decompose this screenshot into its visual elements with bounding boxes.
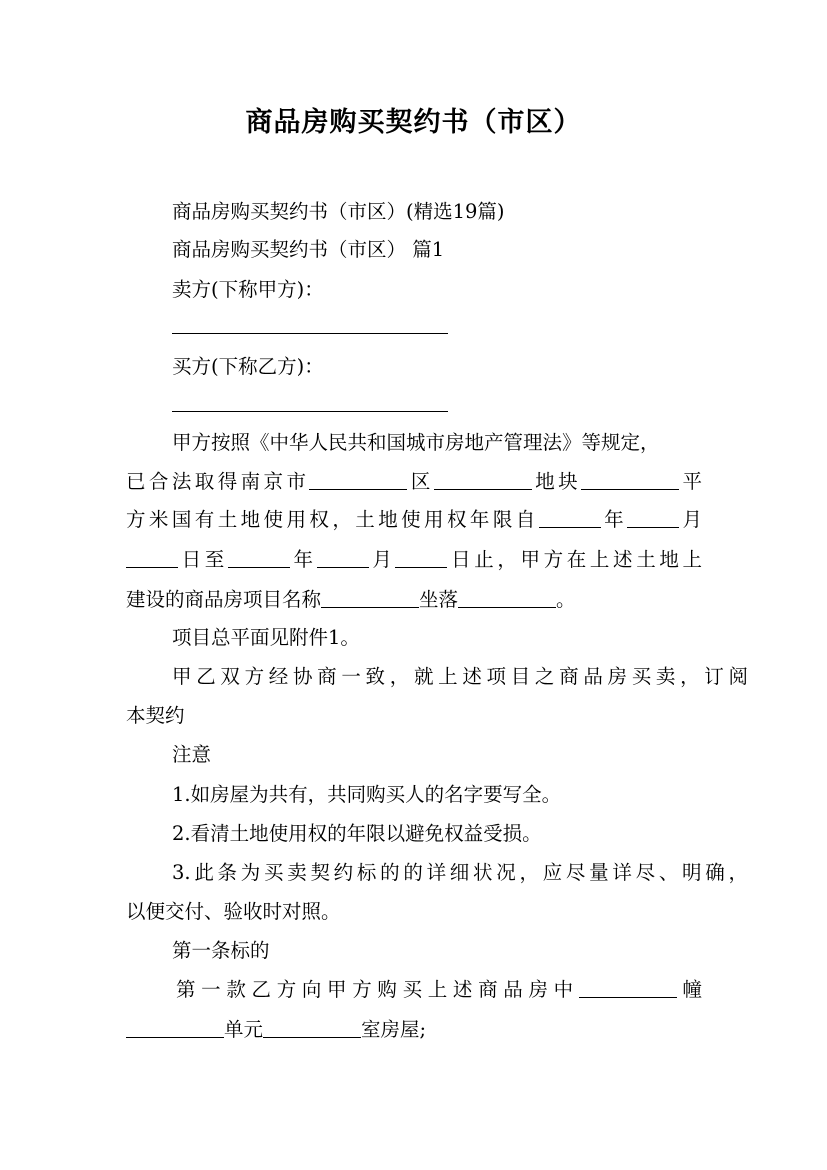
para1-text: 。 (556, 588, 576, 611)
fill-blank (126, 549, 178, 568)
para1-line5 (126, 585, 702, 615)
article1-heading: 第一条标的 (172, 939, 270, 962)
note-3-line1: 3.此条为买卖契约标的的详细状况，应尽量详尽、明确， (172, 861, 748, 884)
clause1-text: 第一款乙方向甲方购买上述商品房中 (176, 978, 579, 1001)
para1-text: 坐落 (419, 588, 459, 611)
note-2: 2.看清土地使用权的年限以避免权益受损。 (172, 822, 542, 845)
buyer-label: 买方(下称乙方)： (172, 355, 324, 378)
fill-blank (581, 471, 679, 490)
fill-blank (321, 589, 419, 608)
document-title: 商品房购买契约书（市区） (245, 107, 582, 138)
para1-line2 (126, 467, 702, 497)
clause1-line1 (126, 975, 702, 1005)
para1-text: 日止，甲方在上述土地上 (447, 548, 702, 571)
para1-text: 建设的商品房项目名称 (126, 588, 322, 611)
para1-line3 (126, 505, 702, 535)
para1-text: 年 (600, 508, 628, 531)
fill-blank (126, 1019, 224, 1038)
para1-text: 方米国有土地使用权，土地使用权年限自 (126, 508, 539, 531)
para1-text: 月 (679, 508, 702, 531)
para1-text: 年 (289, 548, 317, 571)
para1-text: 地块 (531, 470, 582, 493)
para3-line2: 本契约 (126, 704, 185, 727)
para1-line4 (126, 545, 702, 575)
fill-blank (317, 549, 369, 568)
para1-line1: 甲方按照《中华人民共和国城市房地产管理法》等规定， (172, 431, 660, 454)
fill-blank (627, 509, 679, 528)
note-1: 1.如房屋为共有，共同购买人的名字要写全。 (172, 783, 562, 806)
fill-blank (434, 471, 532, 490)
para1-text: 平 (679, 470, 702, 493)
seller-label: 卖方(下称甲方)： (172, 278, 324, 301)
para1-text: 月 (368, 548, 396, 571)
fill-blank (539, 509, 601, 528)
fill-blank (395, 549, 447, 568)
clause1-text: 幢 (676, 978, 702, 1001)
fill-blank (228, 549, 290, 568)
clause1-text: 室房屋; (361, 1018, 427, 1041)
clause1-line2 (126, 1015, 702, 1045)
para1-text: 已合法取得南京市 (126, 470, 310, 493)
fill-blank (309, 471, 407, 490)
seller-blank (172, 333, 448, 334)
para1-text: 日至 (178, 548, 228, 571)
notes-heading: 注意 (172, 743, 212, 766)
fill-blank (263, 1019, 361, 1038)
section-heading: 商品房购买契约书（市区） 篇1 (172, 238, 445, 261)
para1-text: 区 (407, 470, 434, 493)
para2: 项目总平面见附件1。 (172, 626, 360, 649)
fill-blank (579, 979, 677, 998)
para3-line1: 甲乙双方经协商一致，就上述项目之商品房买卖，订阅 (172, 665, 748, 688)
fill-blank (458, 589, 556, 608)
note-3-line2: 以便交付、验收时对照。 (126, 900, 341, 923)
clause1-text: 单元 (224, 1018, 264, 1041)
buyer-blank (172, 411, 448, 412)
subtitle-line: 商品房购买契约书（市区）(精选19篇) (172, 200, 505, 223)
